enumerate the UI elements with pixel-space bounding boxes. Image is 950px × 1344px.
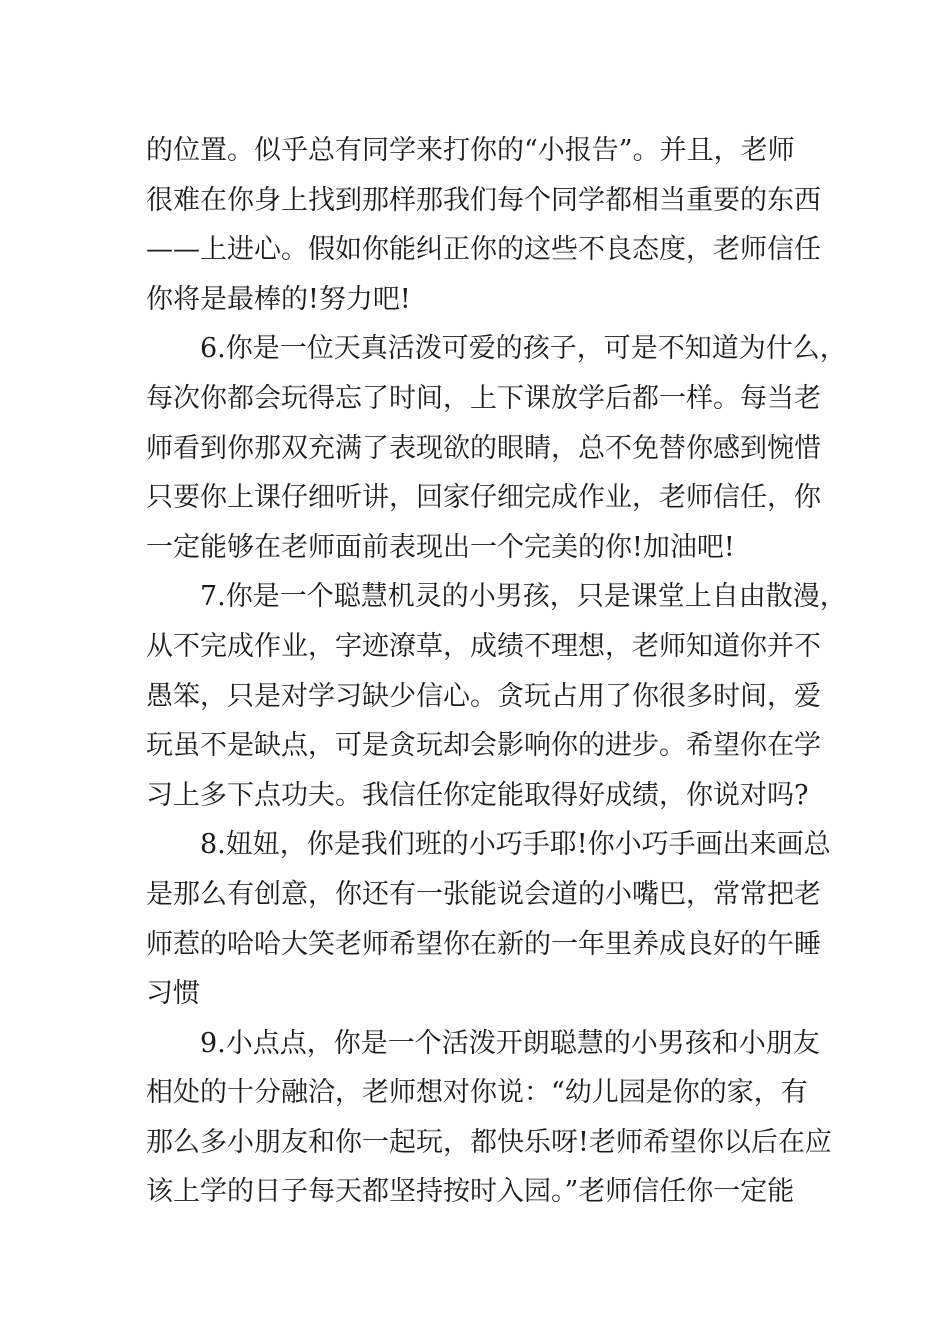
- text-line: 你将是最棒的!努力吧!: [146, 283, 411, 315]
- paragraph-5-continuation: [146, 126, 821, 324]
- paragraph-7: [146, 572, 847, 820]
- text-line: 每次你都会玩得忘了时间，上下课放学后都一样。每当老: [146, 382, 821, 414]
- text-line: 只要你上课仔细听讲，回家仔细完成作业，老师信任，你: [146, 482, 821, 514]
- text-line: 8.妞妞，你是我们班的小巧手耶!你小巧手画出来画总: [200, 829, 831, 861]
- document-body: [146, 126, 847, 1217]
- text-line: 该上学的日子每天都坚持按时入园。”老师信任你一定能: [146, 1176, 795, 1208]
- text-line: 9.小点点，你是一个活泼开朗聪慧的小男孩和小朋友: [200, 1027, 820, 1059]
- text-line: 一定能够在老师面前表现出一个完美的你!加油吧!: [146, 531, 735, 563]
- text-line: 玩虽不是缺点，可是贪玩却会影响你的进步。希望你在学: [146, 730, 821, 762]
- text-line: 那么多小朋友和你一起玩，都快乐呀!老师希望你以后在应: [146, 1126, 832, 1158]
- text-line: 6.你是一位天真活泼可爱的孩子，可是不知道为什么，: [200, 333, 847, 365]
- text-line: 的位置。似乎总有同学来打你的“小报告”。并且，老师: [146, 135, 795, 166]
- text-line: 从不完成作业，字迹潦草，成绩不理想，老师知道你并不: [146, 630, 821, 662]
- text-line: 7.你是一个聪慧机灵的小男孩，只是课堂上自由散漫，: [200, 581, 847, 613]
- text-line: 愚笨，只是对学习缺少信心。贪玩占用了你很多时间，爱: [146, 680, 821, 712]
- text-line: 很难在你身上找到那样那我们每个同学都相当重要的东西: [146, 184, 821, 216]
- paragraph-9: [146, 1019, 832, 1217]
- text-line: 师惹的哈哈大笑老师希望你在新的一年里养成良好的午睡: [146, 928, 821, 960]
- text-line: 相处的十分融洽，老师想对你说：“幼儿园是你的家，有: [146, 1077, 808, 1109]
- text-line: 习惯: [146, 978, 200, 1010]
- text-line: 习上多下点功夫。我信任你定能取得好成绩，你说对吗?: [146, 779, 809, 811]
- paragraph-8: [146, 820, 831, 1018]
- paragraph-6: [146, 324, 847, 572]
- text-line: 是那么有创意，你还有一张能说会道的小嘴巴，常常把老: [146, 878, 821, 910]
- text-line: 师看到你那双充满了表现欲的眼睛，总不免替你感到惋惜: [146, 432, 821, 464]
- text-line: ——上进心。假如你能纠正你的这些不良态度，老师信任: [146, 234, 821, 266]
